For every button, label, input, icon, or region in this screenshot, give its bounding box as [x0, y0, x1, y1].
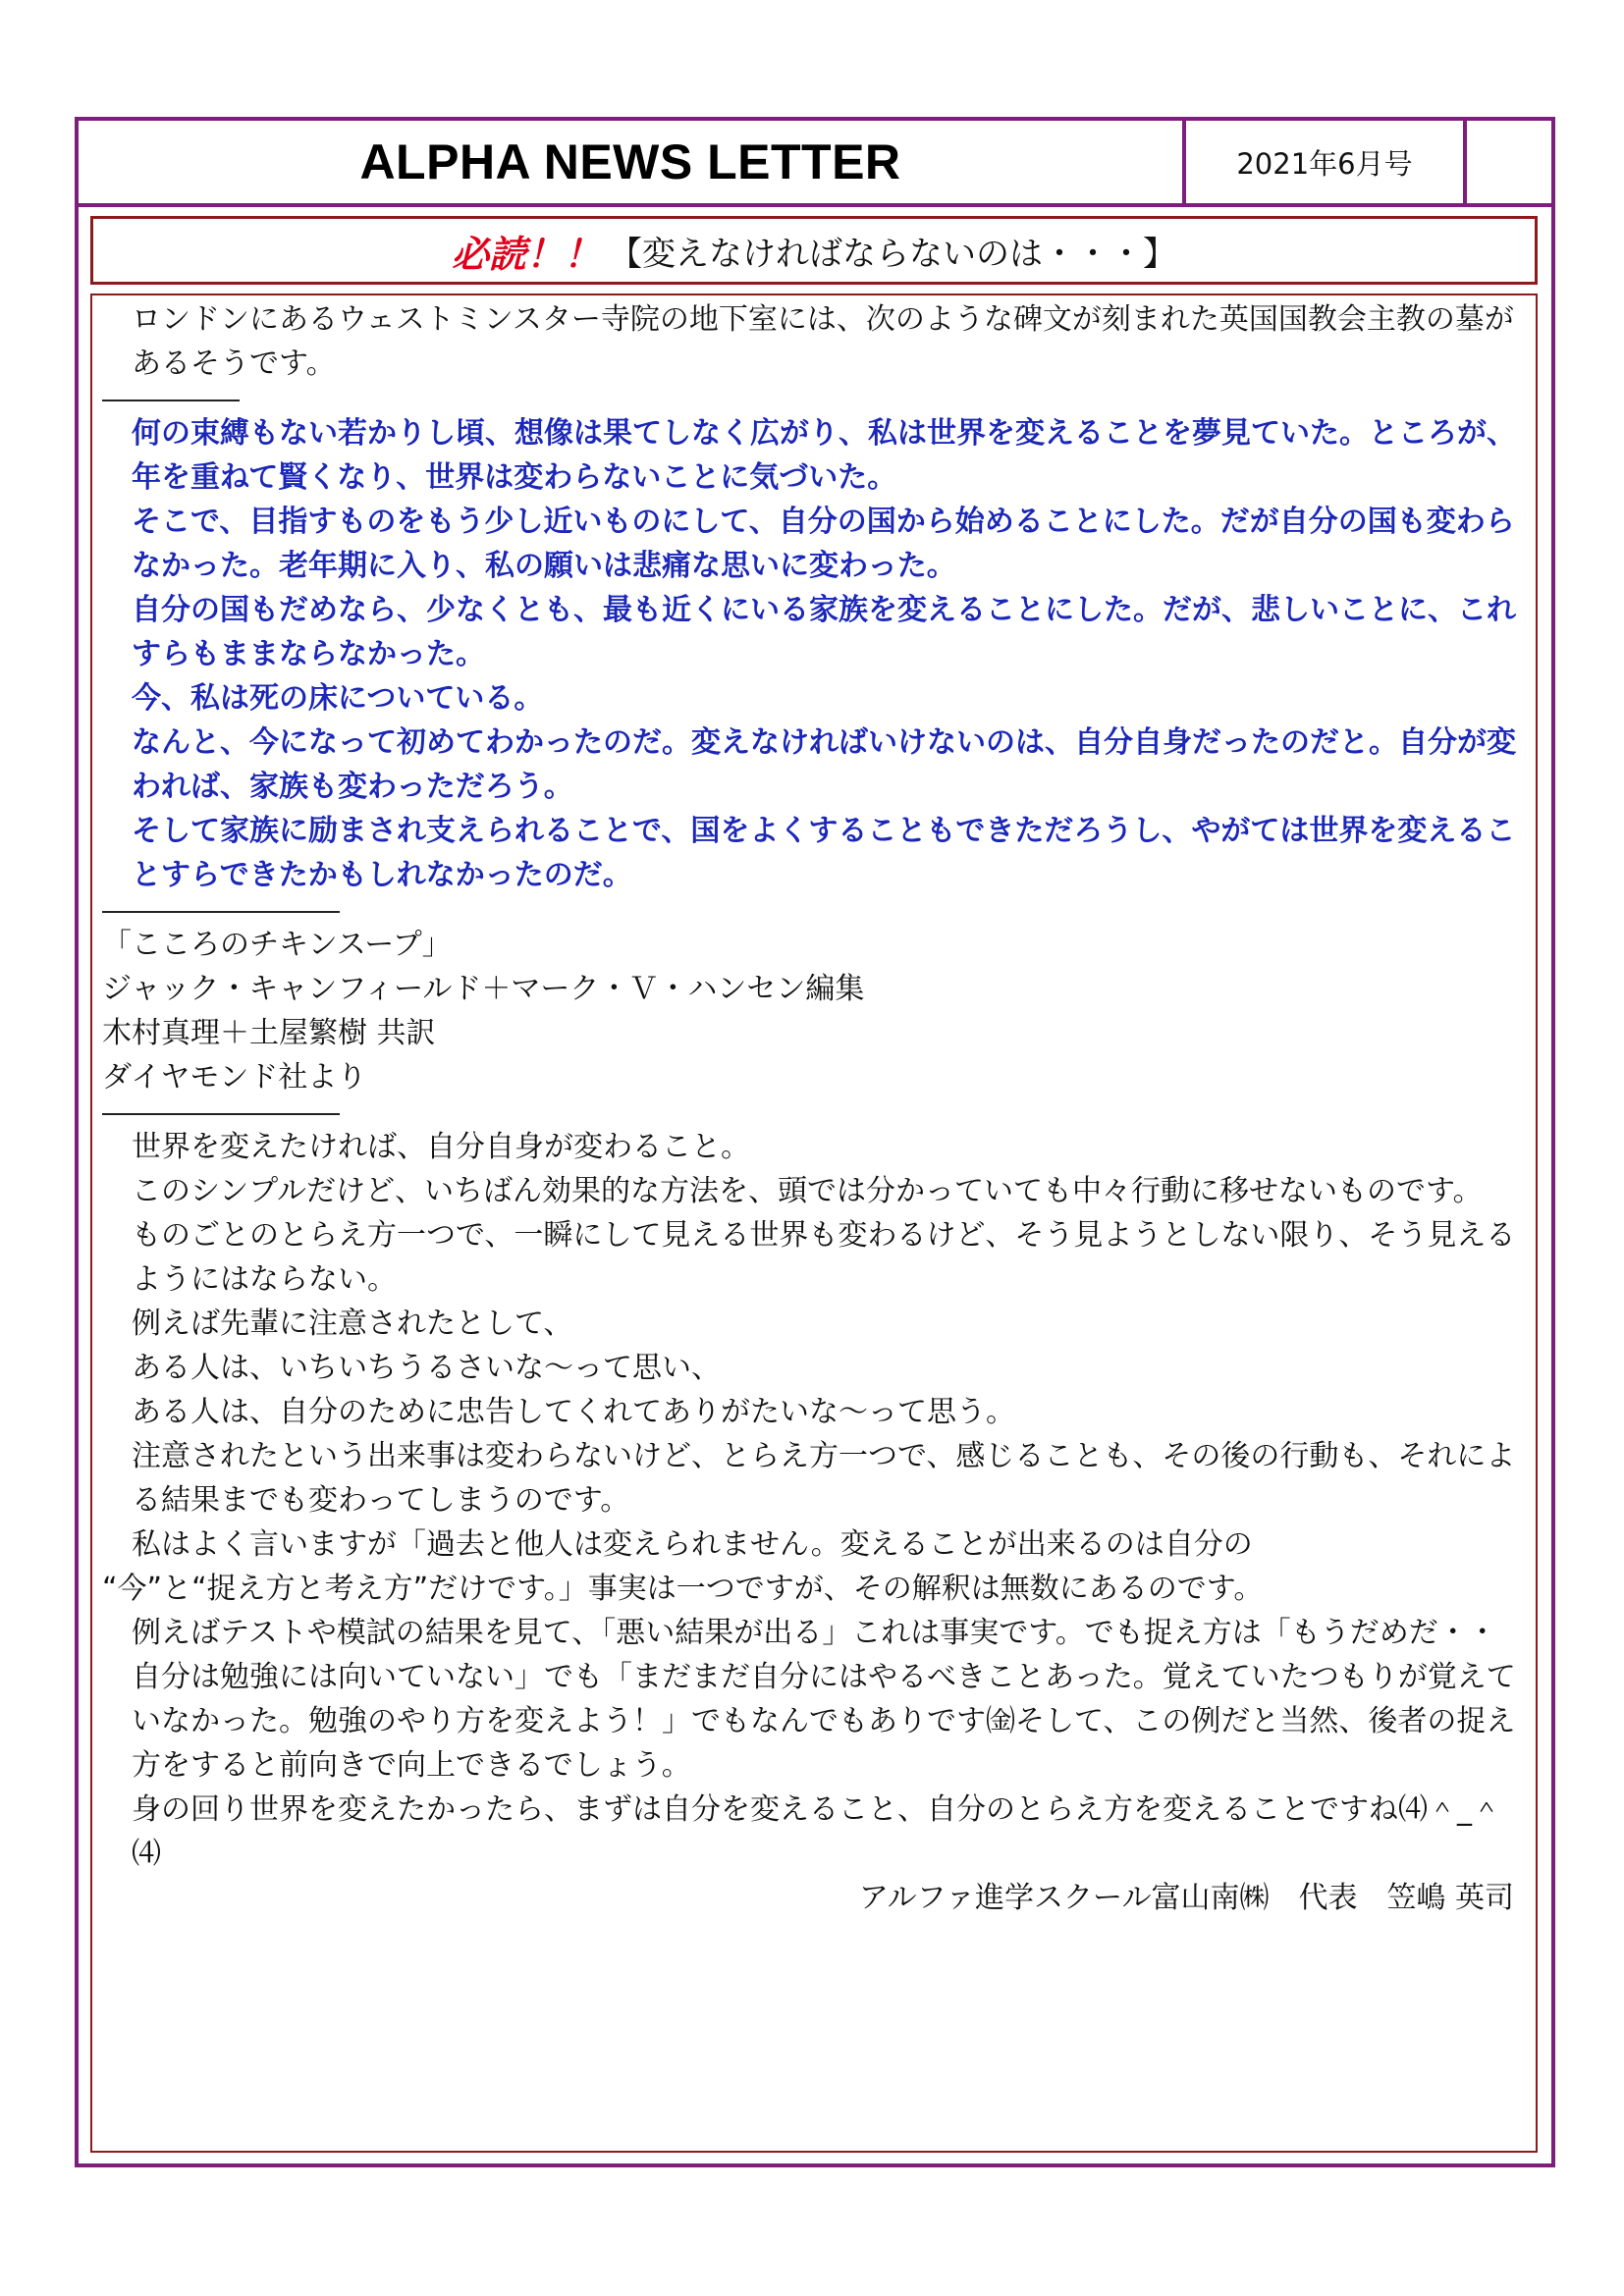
essay-block [102, 1125, 1526, 1876]
issue-date: 2021年6月号 [1236, 146, 1413, 181]
epitaph-paragraph: 何の束縛もない若かりし頃、想像は果てしなく広がり、私は世界を変えることを夢見ていた。ところが、年を重ねて賢くなり、世界は変わらないことに気づいた。 [132, 416, 1516, 495]
header-divider [75, 203, 1555, 207]
essay-paragraph: “今”と“捉え方と考え方”だけです。」事実は一つですが、その解釈は無数にあるのです。 [102, 1572, 1264, 1606]
essay-paragraph: ある人は、自分のために忠告してくれてありがたいな～って思う。 [132, 1395, 1015, 1429]
essay-paragraph: このシンプルだけど、いちばん効果的な方法を、頭では分かっていても中々行動に移せないものです。 [132, 1174, 1483, 1208]
source-line: 木村真理＋土屋繁樹 共訳 [102, 1016, 436, 1050]
essay-paragraph: 注意されたという出来事は変わらないけど、とらえ方一つで、感じることも、その後の行動も、それによる結果までも変わってしまうのです。 [132, 1439, 1516, 1518]
essay-paragraph: 例えば先輩に注意されたとして、 [132, 1307, 573, 1341]
epitaph-block [102, 411, 1526, 897]
essay-paragraph: ある人は、いちいちうるさいな～って思い、 [132, 1351, 721, 1385]
essay-paragraph: 例えばテストや模試の結果を見て、「悪い結果が出る」これは事実です。でも捉え方は「もうだめだ・・自分は勉強には向いていない」でも「まだまだ自分にはやるべきことあった。覚えていたつもりが覚えていなかった。勉強のやり方を変えよう！」でもなんでもありです㈮そして、この例だと当然、後者の捉え方をすると前向きで向上できるでしょう。 [132, 1616, 1516, 1783]
source-line: 「こころのチキンスープ」 [102, 928, 452, 962]
source-line: ジャック・キャンフィールド＋マーク・Ｖ・ハンセン編集 [102, 972, 865, 1006]
essay-paragraph: 世界を変えたければ、自分自身が変わること。 [132, 1130, 750, 1164]
epitaph-paragraph: そこで、目指すものをもう少し近いものにして、自分の国から始めることにした。だが自分の国も変わらなかった。老年期に入り、私の願いは悲痛な思いに変わった。 [132, 505, 1515, 583]
essay-paragraph: ものごとのとらえ方一つで、一瞬にして見える世界も変わるけど、そう見ようとしない限り、そう見えるようにはならない。 [132, 1218, 1516, 1297]
article-body [102, 297, 1526, 1920]
essay-paragraph: 私はよく言いますが「過去と他人は変えられません。変えることが出来るのは自分の [132, 1527, 1253, 1562]
author-signature: アルファ進学スクール富山南㈱ 代表 笠嶋 英司 [858, 1881, 1514, 1915]
source-line: ダイヤモンド社より [102, 1060, 367, 1095]
newsletter-title: ALPHA NEWS LETTER [359, 134, 901, 189]
epitaph-paragraph: 今、私は死の床についている。 [132, 681, 544, 716]
source-citation [102, 923, 1526, 1099]
must-read-label: 必読！！ [451, 232, 601, 276]
essay-paragraph: 身の回り世界を変えたかったら、まずは自分を変えること、自分のとらえ方を変えることですね⑷＾_＾⑷ [132, 1792, 1501, 1871]
epitaph-paragraph: そして家族に励まされ支えられることで、国をよくすることもできただろうし、やがては世界を変えることすらできたかもしれなかったのだ。 [132, 814, 1516, 892]
headline-banner [90, 216, 1538, 285]
intro-paragraph: ロンドンにあるウェストミンスター寺院の地下室には、次のような碑文が刻まれた英国国教会主教の墓があるそうです。 [132, 302, 1514, 381]
epitaph-paragraph: なんと、今になって初めてわかったのだ。変えなければいけないのは、自分自身だったのだと。自分が変われば、家族も変わっただろう。 [132, 725, 1516, 804]
headline-topic: 【変えなければならないのは・・・】 [609, 234, 1176, 274]
epitaph-paragraph: 自分の国もだめなら、少なくとも、最も近くにいる家族を変えることにした。だが、悲しいことに、これすらもままならなかった。 [132, 593, 1516, 671]
header-divider [1463, 117, 1467, 207]
